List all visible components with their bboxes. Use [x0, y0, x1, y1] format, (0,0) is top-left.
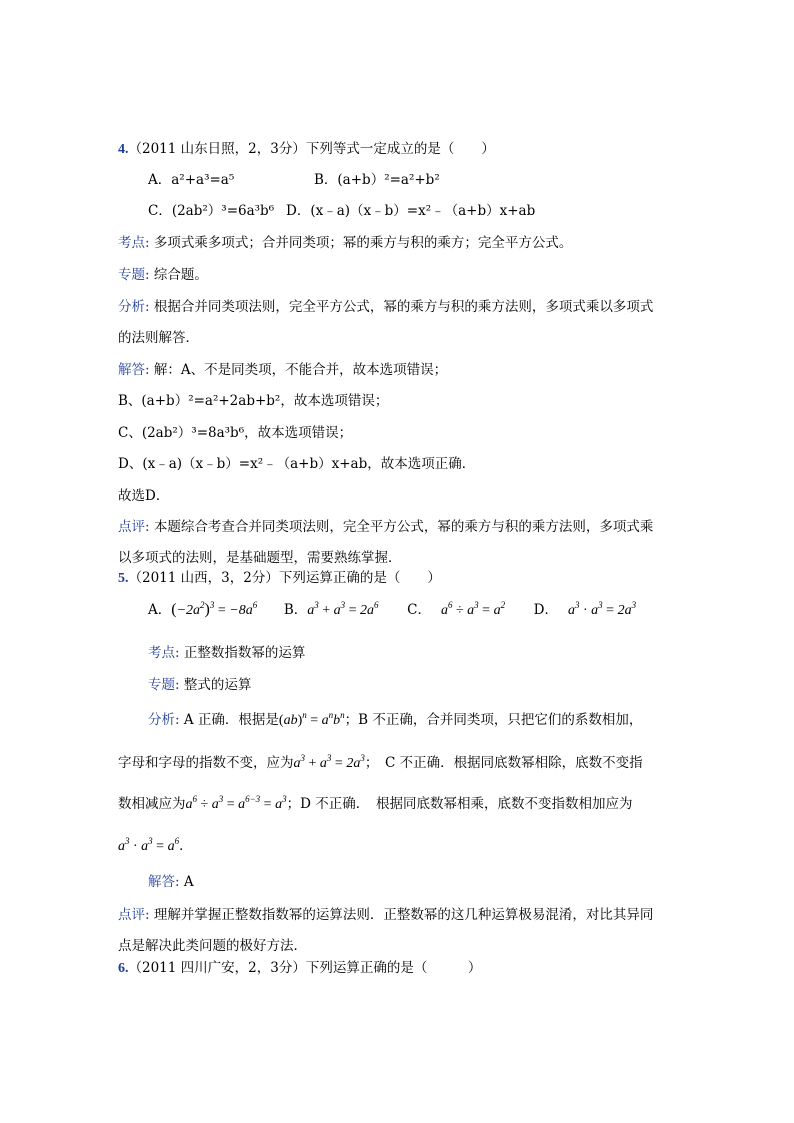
- question-6-stem: 6.（2011 四川广安，2，3分）下列运算正确的是（ ）: [118, 960, 482, 976]
- q4-dianping-cont: 以多项式的法则，是基础题型，需要熟练掌握．: [118, 550, 402, 566]
- fenxi-label: 分析:: [148, 712, 180, 728]
- q5-fenxi-line2: 字母和字母的指数不变，应为$a^3 + a^3 = 2a^3$； C 不正确．根据同底数幂相除，底数不变指: [118, 753, 643, 771]
- q5-zhuanti: 专题: 整式的运算: [148, 677, 252, 693]
- q4-jieda-b: B、(a+b）²=a²+2ab+b²，故本选项错误；: [118, 393, 389, 409]
- q5-option-a-math: $(-2a^2)^3 = -8a^6$: [171, 600, 258, 618]
- q5-formula-divide: $a^6 \div a^3 = a^{6-3} = a^3$: [185, 794, 287, 812]
- dianping-label: 点评:: [118, 907, 150, 923]
- q5-option-b-label: B．: [283, 602, 308, 618]
- q5-formula-add: $a^3 + a^3 = 2a^3$: [293, 753, 365, 771]
- q4-fenxi: 分析: 根据合并同类项法则，完全平方公式，幂的乘方与积的乘方法则，多项式乘以多项式: [118, 299, 654, 315]
- zhuanti-label: 专题:: [148, 677, 180, 693]
- question-number: 6.: [118, 961, 129, 976]
- jieda-label: 解答:: [148, 874, 180, 890]
- kaodian-label: 考点:: [118, 235, 150, 251]
- q5-formula-power: $(ab)^n = a^nb^n$: [278, 710, 345, 728]
- jieda-label: 解答:: [118, 362, 150, 378]
- q4-option-a: A．a²+a³=a⁵: [148, 172, 235, 188]
- q5-option-c-label: C．: [407, 602, 431, 618]
- q5-option-d-math: $a^3 \cdot a^3 = 2a^3$: [568, 600, 637, 618]
- q5-fenxi-line3: 数相减应为$a^6 \div a^3 = a^{6-3} = a^3$；D 不正确． 根据同底数幂相乘，底数不变指数相加应为: [118, 794, 633, 812]
- q4-jieda-answer: 故选D．: [118, 488, 170, 504]
- kaodian-label: 考点:: [148, 645, 180, 661]
- question-4-stem: 4.（2011 山东日照，2，3分）下列等式一定成立的是（ ）: [118, 141, 495, 157]
- q5-option-b-math: $a^3 + a^3 = 2a^6$: [307, 600, 379, 618]
- q4-kaodian: 考点: 多项式乘多项式；合并同类项；幂的乘方与积的乘方；完全平方公式。: [118, 235, 573, 251]
- q4-jieda: 解答: 解：A、不是同类项，不能合并，故本选项错误；: [118, 362, 448, 378]
- q5-kaodian: 考点: 正整数指数幂的运算: [148, 645, 306, 661]
- question-number: 4.: [118, 142, 129, 157]
- dianping-label: 点评:: [118, 519, 150, 535]
- q4-jieda-d: D、(x﹣a)（x﹣b）=x²﹣（a+b）x+ab，故本选项正确．: [118, 456, 476, 472]
- question-number: 5.: [118, 571, 129, 586]
- q4-option-b: B．(a+b）²=a²+b²: [314, 172, 440, 188]
- q4-options-ab: [148, 170, 440, 190]
- q5-jieda: 解答: A: [148, 874, 194, 890]
- q4-option-c: C．(2ab²）³=6a³b⁶: [148, 203, 275, 219]
- q5-option-d-label: D．: [533, 602, 558, 618]
- q5-formula-multiply: $a^3 \cdot a^3 = a^6$: [118, 836, 180, 854]
- q5-option-a-label: A．: [148, 602, 172, 618]
- q5-fenxi-line4: $a^3 \cdot a^3 = a^6$．: [118, 836, 193, 854]
- fenxi-label: 分析:: [118, 299, 150, 315]
- q4-fenxi-cont: 的法则解答．: [118, 330, 199, 346]
- q5-dianping: 点评: 理解并掌握正整数指数幂的运算法则．正整数幂的这几种运算极易混淆，对比其异同: [118, 907, 654, 923]
- q5-options: [148, 600, 636, 621]
- q4-dianping: 点评: 本题综合考查合并同类项法则，完全平方公式，幂的乘方与积的乘方法则，多项式乘: [118, 519, 654, 535]
- q4-zhuanti: 专题: 综合题。: [118, 267, 208, 283]
- q5-option-c-math: $a^6 \div a^3 = a^2$: [440, 600, 506, 618]
- q4-options-cd: [148, 201, 535, 221]
- question-5-stem: 5.（2011 山西，3，2分）下列运算正确的是（ ）: [118, 570, 441, 586]
- q4-option-d: D．(x﹣a)（x﹣b）=x²﹣（a+b）x+ab: [286, 203, 536, 219]
- q5-fenxi: 分析: A 正确．根据是$(ab)^n = a^nb^n$；B 不正确，合并同类项，只把它们的系数相加，: [148, 710, 643, 728]
- q5-dianping-cont: 点是解决此类问题的极好方法．: [118, 938, 307, 954]
- q4-jieda-c: C、(2ab²）³=8a³b⁶，故本选项错误；: [118, 425, 353, 441]
- zhuanti-label: 专题:: [118, 267, 150, 283]
